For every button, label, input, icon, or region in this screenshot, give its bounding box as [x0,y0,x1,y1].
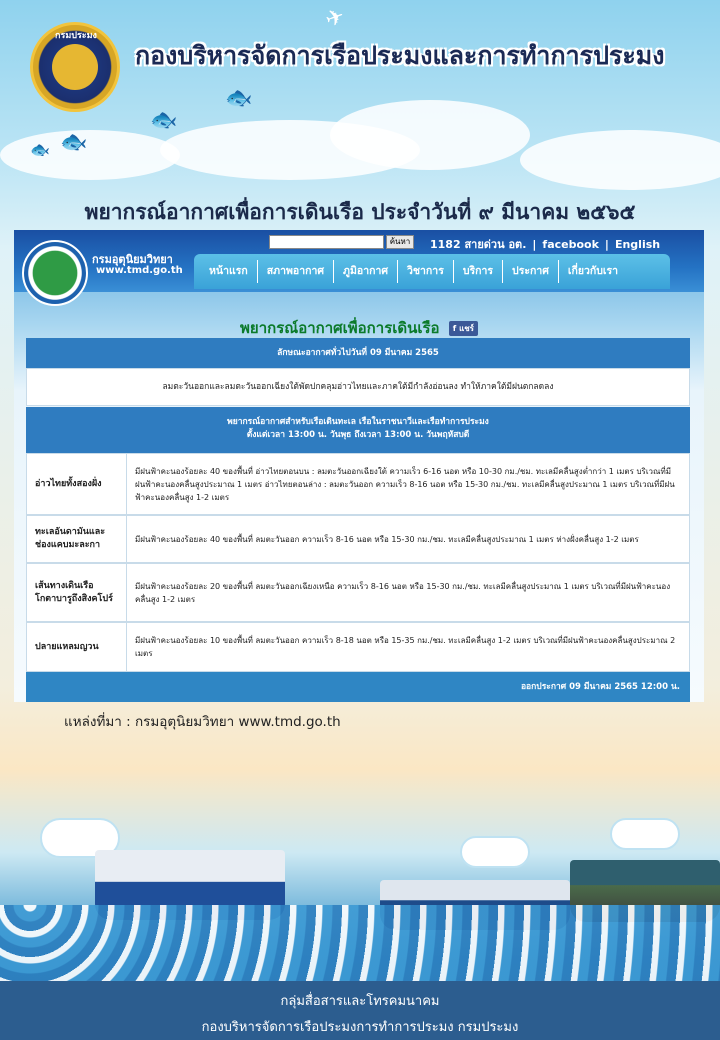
general-weather-header: ลักษณะอากาศทั่วไปวันที่ 09 มีนาคม 2565 [26,338,690,368]
seagull-icon: ✈ [322,3,349,34]
forecast-cell: มีฝนฟ้าคะนองร้อยละ 40 ของพื้นที่ ลมตะวันออก ความเร็ว 8-16 นอต หรือ 15-30 กม./ชม. ทะเลมีคลื่นสูงประมาณ 1 เมตร ห่างฝั่งคลื่นสูง 1-2 เมตร [135,534,639,544]
top-links [427,235,663,253]
fish-icon: 🐟 [30,140,50,159]
general-weather-text: ลมตะวันออกและลมตะวันออกเฉียงใต้พัดปกคลุมอ่าวไทยและภาคใต้มีกำลังอ่อนลง ทำให้ภาคใต้มีฝนตกลดลง [26,368,690,406]
table-row [26,622,690,672]
forecast-cell: มีฝนฟ้าคะนองร้อยละ 10 ของพื้นที่ ลมตะวันออก ความเร็ว 8-18 นอต หรือ 15-35 กม./ชม. ทะเลมีคลื่นสูง 1-2 เมตร บริเวณที่มีฝนฟ้าคะนองคลื่นสูงประมาณ 2 เมตร [135,636,676,658]
emblem-icon [52,44,98,90]
cloud-decoration [610,818,680,850]
nav-services[interactable]: บริการ [453,260,502,283]
facebook-share-button[interactable]: f แชร์ [449,321,478,336]
table-row [26,453,690,515]
nav-about[interactable]: เกี่ยวกับเรา [558,260,627,283]
english-link[interactable]: English [614,238,661,251]
tmd-org-name: กรมอุตุนิยมวิทยา [92,253,173,266]
tmd-url: www.tmd.go.th [96,265,183,276]
nav-weather[interactable]: สภาพอากาศ [257,260,333,283]
forecast-header [26,407,690,453]
page-title: กองบริหารจัดการเรือประมงและการทำการประมง [135,41,665,70]
cloud-decoration [520,130,720,190]
marine-forecast-title-text: พยากรณ์อากาศเพื่อการเดินเรือ [240,319,440,337]
fish-icon: 🐟 [60,130,88,155]
logo-text: กรมประมง [55,31,97,41]
area-cell: ทะเลอันดามันและช่องแคบมะละกา [27,516,127,562]
table-row [26,563,690,622]
area-cell: ปลายแหลมญวน [27,623,127,671]
tmd-logo [22,240,88,306]
main-navbar [194,254,670,289]
nav-climate[interactable]: ภูมิอากาศ [333,260,397,283]
cloud-decoration [460,836,530,868]
issued-time: ออกประกาศ 09 มีนาคม 2565 12:00 น. [26,672,690,702]
fish-icon: 🐟 [225,86,253,111]
cloud-decoration [330,100,530,170]
fish-icon: 🐟 [150,108,178,133]
footer-division: กลุ่มสื่อสารและโทรคมนาคม [280,994,440,1009]
forecast-header-line2: ตั้งแต่เวลา 13:00 น. วันพุธ ถึงเวลา 13:00 น. วันพฤหัสบดี [246,430,470,440]
divider: | [604,238,609,251]
hotline-link[interactable]: 1182 สายด่วน อต. [430,238,527,251]
divider: | [532,238,537,251]
sea-waves [0,905,720,985]
source-credit: แหล่งที่มา : กรมอุตุนิยมวิทยา www.tmd.go.th [64,714,341,730]
tmd-screenshot-panel [14,230,704,702]
table-row [26,515,690,563]
area-cell: เส้นทางเดินเรือ โกตาบารูถึงสิงคโปร์ [27,564,127,621]
forecast-cell: มีฝนฟ้าคะนองร้อยละ 20 ของพื้นที่ ลมตะวันออกเฉียงเหนือ ความเร็ว 8-16 นอต หรือ 15-30 กม./ชม. ทะเลมีคลื่นสูงประมาณ 1 เมตร บริเวณที่มีฝนฟ้าคะนองคลื่นสูง 1-2 เมตร [135,581,671,604]
nav-home[interactable]: หน้าแรก [209,265,248,277]
facebook-link[interactable]: facebook [542,238,599,251]
forecast-header-line1: พยากรณ์อากาศสำหรับเรือเดินทะเล เรือในราชนาวีและเรือทำการประมง [227,417,489,427]
forecast-cell: มีฝนฟ้าคะนองร้อยละ 40 ของพื้นที่ อ่าวไทยตอนบน : ลมตะวันออกเฉียงใต้ ความเร็ว 6-16 นอต หรือ 10-30 กม./ชม. ทะเลมีคลื่นสูงต่ำกว่า 1 เมตร บริเวณที่มีฝนฟ้าคะนองคลื่นสูงประมาณ 1 เมตร อ่าวไทยตอนล่าง : ลมตะวันออก ความเร็ว 8-16 นอต หรือ 15-30 กม./ชม. ทะเลมีคลื่นสูงประมาณ 1 เมตร บริเวณที่มีฝนฟ้าคะนองคลื่นสูง 1-2 เมตร [135,466,675,502]
cloud-decoration [0,130,180,180]
search-button[interactable]: ค้นหา [386,235,414,249]
nav-academic[interactable]: วิชาการ [397,260,453,283]
nav-announcements[interactable]: ประกาศ [502,260,558,283]
footer-organization: กองบริหารจัดการเรือประมงการทำการประมง กรมประมง [201,1020,519,1035]
search-input[interactable] [269,235,384,249]
area-cell: อ่าวไทยทั้งสองฝั่ง [27,454,127,514]
forecast-heading: พยากรณ์อากาศเพื่อการเดินเรือ ประจำวันที่ ๙ มีนาคม ๒๕๖๕ [84,200,636,224]
marine-forecast-title [14,316,704,340]
